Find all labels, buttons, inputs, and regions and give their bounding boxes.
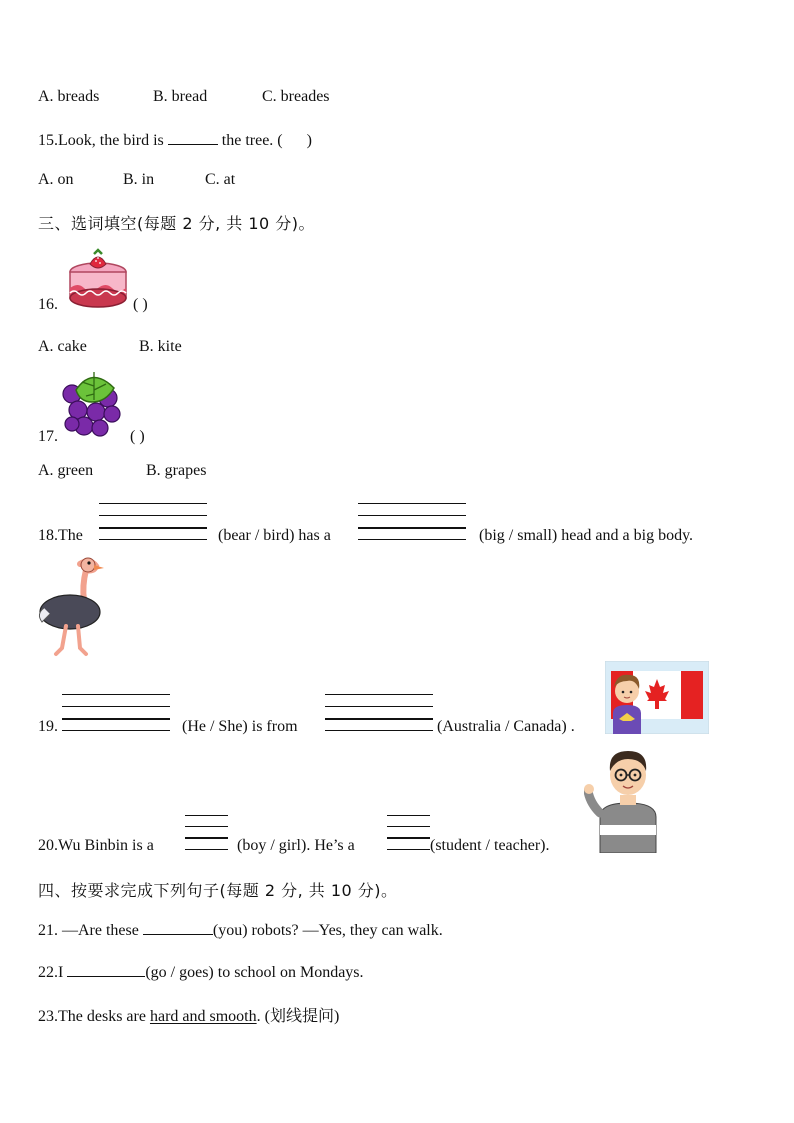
q19-number: 19. [38,718,58,735]
q19-writing-lines-1[interactable] [62,694,170,732]
q22-text-post: (go / goes) to school on Mondays. [145,964,364,981]
q15-option-c: C. at [205,171,236,188]
q18-mid-text: (bear / bird) has a [218,527,331,544]
boy-canada-flag-icon [605,661,709,734]
ostrich-icon [36,556,108,658]
q20-mid-text: (boy / girl). He’s a [237,837,355,854]
q16-option-b: B. kite [139,338,182,355]
q18-end-text: (big / small) head and a big body. [479,527,694,544]
q18-writing-lines-1[interactable] [99,503,207,541]
q14-option-a: A. breads [38,88,100,105]
q15-option-b: B. in [123,171,155,188]
q19-end-text: (Australia / Canada) . [437,718,575,735]
q18-number: 18.The [38,527,83,544]
q17-options [38,462,206,480]
question-23 [38,1003,339,1026]
question-21 [38,920,443,940]
q21-text-pre: 21. —Are these [38,922,143,939]
q15-options [38,171,235,189]
q20-writing-lines-2[interactable] [387,815,430,851]
q23-underlined-phrase: hard and smooth [149,1008,257,1025]
q15-text-post: the tree. ( [217,132,283,149]
q23-text-post: . (划线提问) [256,1008,340,1025]
q20-number: 20.Wu Binbin is a [38,837,154,854]
q15-paren-close: ) [306,132,312,149]
question-17 [38,428,58,446]
q23-text-pre: 23.The desks are [38,1008,150,1025]
q16-number: 16. [38,296,58,313]
boy-with-glasses-icon [584,747,672,853]
q14-option-c: C. breades [262,88,330,105]
q14-option-b: B. bread [153,88,208,105]
q16-options [38,338,182,356]
q21-blank[interactable] [143,920,213,935]
q17-option-b: B. grapes [146,462,207,479]
strawberry-cake-icon [66,248,130,310]
q16-answer-paren[interactable]: ( ) [133,296,148,313]
q19-mid-text: (He / She) is from [182,718,298,735]
q14-options [38,88,330,106]
q20-writing-lines-1[interactable] [185,815,228,851]
question-16 [38,296,58,314]
question-15 [38,130,312,150]
q17-number: 17. [38,428,58,445]
q15-option-a: A. on [38,171,74,188]
q16-option-a: A. cake [38,338,87,355]
q17-answer-paren[interactable]: ( ) [130,428,145,445]
section-3-heading: 三、选词填空(每题 2 分, 共 10 分)。 [38,214,316,233]
section-4-heading: 四、按要求完成下列句子(每题 2 分, 共 10 分)。 [38,881,398,900]
q20-end-text: (student / teacher). [430,837,550,854]
q18-writing-lines-2[interactable] [358,503,466,541]
q19-writing-lines-2[interactable] [325,694,433,732]
grapes-icon [58,368,126,444]
q15-text-pre: 15.Look, the bird is [38,132,168,149]
q22-text-pre: 22.I [38,964,68,981]
question-22 [38,962,364,982]
q15-blank[interactable] [168,130,218,145]
q22-blank[interactable] [67,962,145,977]
q17-option-a: A. green [38,462,94,479]
q21-text-post: (you) robots? —Yes, they can walk. [212,922,443,939]
